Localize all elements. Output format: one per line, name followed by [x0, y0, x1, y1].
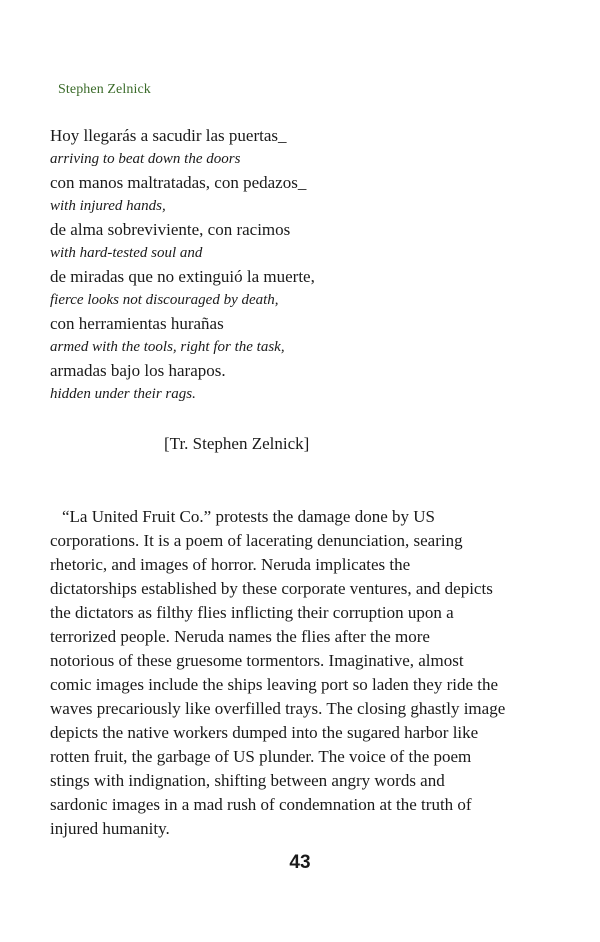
paragraph-line: corporations. It is a poem of lacerating denunciation, searing	[50, 531, 463, 550]
poem-block	[50, 124, 550, 406]
running-header-author: Stephen Zelnick	[58, 82, 151, 97]
paragraph-line: rhetoric, and images of horror. Neruda implicates the	[50, 555, 411, 574]
paragraph-line: rotten fruit, the garbage of US plunder. The voice of the poem	[50, 747, 472, 766]
commentary-paragraph	[50, 505, 550, 841]
translator-credit: [Tr. Stephen Zelnick]	[164, 434, 310, 453]
poem-line-translation: with injured hands,	[50, 197, 166, 214]
paragraph-line: injured humanity.	[50, 819, 170, 838]
paragraph-line: sardonic images in a mad rush of condemnation at the truth of	[50, 795, 472, 814]
poem-line-spanish: de alma sobreviviente, con racimos	[50, 220, 291, 239]
page-number: 43	[289, 852, 311, 873]
poem-line-spanish: Hoy llegarás a sacudir las puertas_	[50, 126, 287, 145]
poem-line-translation: fierce looks not discouraged by death,	[50, 291, 279, 308]
poem-line-translation: with hard-tested soul and	[50, 244, 203, 261]
paragraph-line: the dictators as filthy flies inflicting their corruption upon a	[50, 603, 454, 622]
paragraph-line: notorious of these gruesome tormentors. Imaginative, almost	[50, 651, 464, 670]
paragraph-line: terrorized people. Neruda names the flies after the more	[50, 627, 430, 646]
paragraph-line: depicts the native workers dumped into the sugared harbor like	[50, 723, 479, 742]
paragraph-line: waves precariously like overfilled trays. The closing ghastly image	[50, 699, 506, 718]
poem-line-translation: hidden under their rags.	[50, 385, 196, 402]
paragraph-line: stings with indignation, shifting between angry words and	[50, 771, 445, 790]
paragraph-line: comic images include the ships leaving port so laden they ride the	[50, 675, 499, 694]
poem-line-translation: armed with the tools, right for the task,	[50, 338, 285, 355]
poem-line-spanish: con manos maltratadas, con pedazos_	[50, 173, 307, 192]
poem-line-spanish: de miradas que no extinguió la muerte,	[50, 267, 315, 286]
poem-line-translation: arriving to beat down the doors	[50, 150, 241, 167]
paragraph-line: dictatorships established by these corporate ventures, and depicts	[50, 579, 493, 598]
poem-line-spanish: armadas bajo los harapos.	[50, 361, 226, 380]
poem-line-spanish: con herramientas hurañas	[50, 314, 224, 333]
paragraph-line: “La United Fruit Co.” protests the damage done by US	[62, 507, 435, 526]
